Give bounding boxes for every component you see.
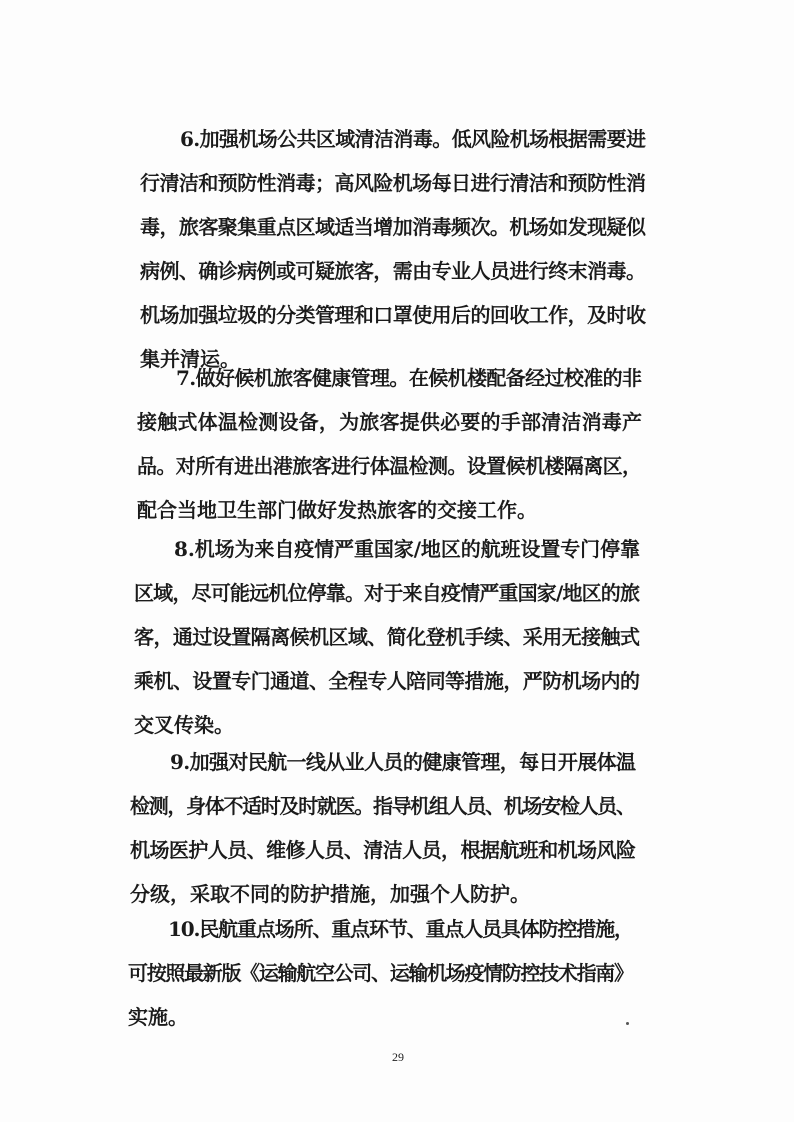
paragraph-line: 区域，尽可能远机位停靠。对于来自疫情严重国家/地区的旅 [134,581,640,605]
paragraph-line: 客，通过设置隔离候机区域、简化登机手续、采用无接触式 [134,625,640,649]
paragraph-line: 检测，身体不适时及时就医。指导机组人员、机场安检人员、 [130,794,635,818]
paragraph-line: 行清洁和预防性消毒；高风险机场每日进行清洁和预防性消 [140,171,646,195]
paragraph-line: 毒，旅客聚集重点区域适当增加消毒频次。机场如发现疑似 [140,215,646,239]
paragraph-line: 接触式体温检测设备，为旅客提供必要的手部清洁消毒产 [137,410,643,434]
paragraph-line: 分级，采取不同的防护措施，加强个人防护。 [130,882,530,906]
page-number: 29 [392,1050,404,1064]
paragraph-line: 10.民航重点场所、重点环节、重点人员具体防控措施， [168,917,633,941]
paragraph-line: 病例、确诊病例或可疑旅客，需由专业人员进行终末消毒。 [140,259,646,283]
paragraph-line: 7.做好候机旅客健康管理。在候机楼配备经过校准的非 [176,366,642,390]
paragraph-line: 6.加强机场公共区域清洁消毒。低风险机场根据需要进 [180,127,646,151]
paragraph-line: 8.机场为来自疫情严重国家/地区的航班设置专门停靠 [174,537,640,561]
paragraph-line: 可按照最新版《运输航空公司、运输机场疫情防控技术指南》 [128,961,633,985]
paragraph-line: 实施。 [128,1005,188,1029]
scan-speck [626,1022,629,1025]
paragraph-line: 交叉传染。 [134,713,234,737]
paragraph-line: 9.加强对民航一线从业人员的健康管理，每日开展体温 [170,750,636,774]
paragraph-line: 机场加强垃圾的分类管理和口罩使用后的回收工作，及时收 [140,303,646,327]
paragraph-line: 集并清运。 [140,347,240,371]
paragraph-line: 配合当地卫生部门做好发热旅客的交接工作。 [137,498,537,522]
paragraph-line: 机场医护人员、维修人员、清洁人员，根据航班和机场风险 [130,838,636,862]
paragraph-line: 乘机、设置专门通道、全程专人陪同等措施，严防机场内的 [134,669,640,693]
paragraph-line: 品。对所有进出港旅客进行体温检测。设置候机楼隔离区， [137,454,642,478]
